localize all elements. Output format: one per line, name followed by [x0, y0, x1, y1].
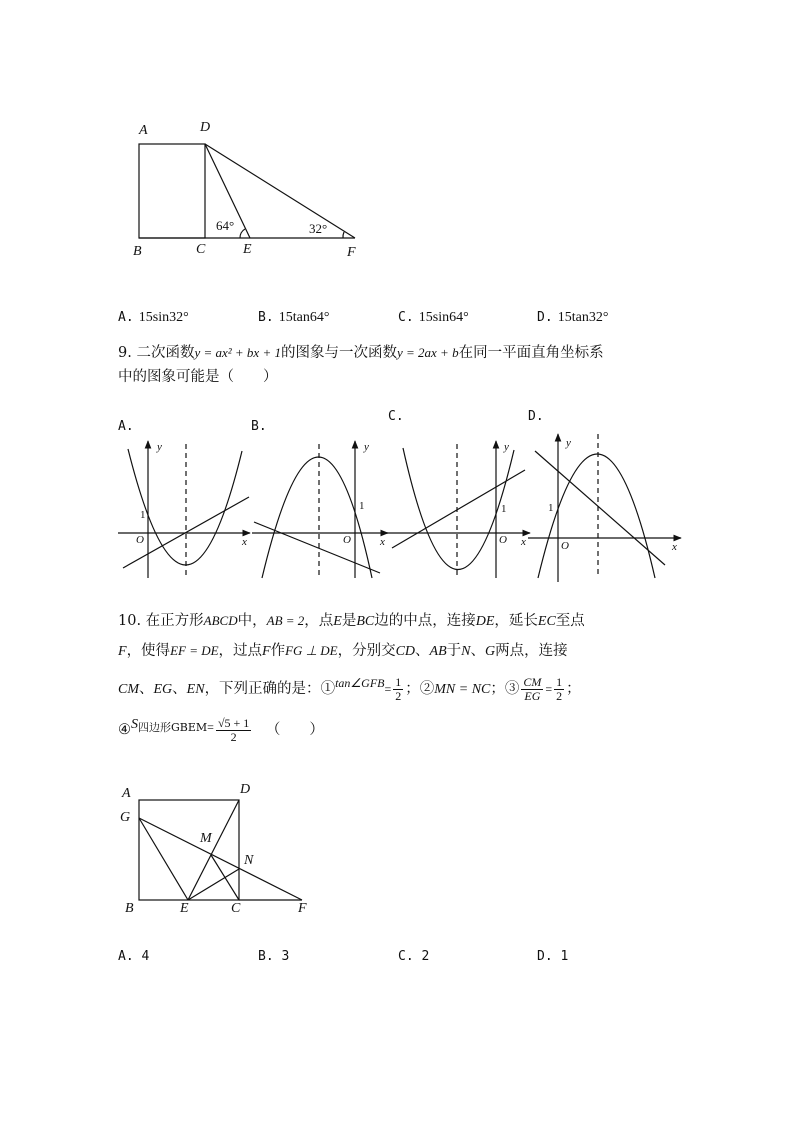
frac-den: 2 — [230, 729, 237, 744]
q9-line-2: 中的图象可能是（ ） — [118, 369, 278, 385]
formula-linear: y = 2ax + b — [396, 345, 459, 360]
graph-a-letter[interactable]: A. — [118, 419, 134, 434]
circled-2: ② — [419, 681, 435, 697]
math-sub-quad: 四边形GBEM — [138, 721, 208, 734]
point-d-label: D — [200, 120, 211, 135]
math-cd: CD — [395, 644, 416, 659]
point-f-label: F — [347, 245, 356, 260]
math-fg-perp-de: FG ⊥ DE — [285, 643, 338, 658]
graph-b-letter[interactable]: B. — [251, 419, 267, 434]
q10-text: ，延长 — [494, 613, 538, 629]
option-letter: A. — [118, 310, 134, 325]
point-n-label: N — [244, 853, 254, 868]
q10-text: 两点，连接 — [495, 643, 568, 659]
q10-text: ，下列正确的是： — [204, 681, 321, 697]
point-c-label: C — [196, 242, 206, 257]
q10-text: ，点 — [304, 613, 334, 629]
frac-den: 2 — [395, 688, 402, 703]
q10-text: 中， — [237, 613, 267, 629]
math-eq: = — [207, 720, 214, 734]
frac-num: 1 — [395, 674, 402, 689]
question-number: 9. — [118, 345, 132, 361]
q10-text: 至点 — [555, 613, 585, 629]
point-e-label: E — [243, 242, 252, 257]
q10-text: 、 — [139, 681, 154, 697]
graph-b-one-label: 1 — [359, 500, 365, 512]
q10-text: 、 — [172, 681, 187, 697]
math-bc: BC — [356, 614, 375, 629]
point-d-label: D — [240, 782, 251, 797]
point-m-label: M — [200, 831, 212, 846]
frac-den: 2 — [556, 688, 563, 703]
math-eq: = — [384, 682, 392, 696]
frac-num: 1 — [556, 674, 563, 689]
math-mn-eq-nc: MN = NC — [434, 682, 491, 697]
math-ab: AB — [429, 644, 447, 659]
point-b-label: B — [133, 244, 142, 259]
math-f: F — [118, 644, 127, 659]
math-ef-eq-de: EF = DE — [170, 643, 219, 658]
q10-option-b[interactable]: B. 3 — [258, 949, 290, 964]
point-a-label: A — [139, 123, 148, 138]
graph-b-x-label: x — [380, 536, 385, 548]
q10-text: 于 — [446, 643, 462, 659]
point-f-label: F — [298, 901, 307, 916]
frac-num: CM — [523, 674, 542, 689]
option-letter: D. — [537, 310, 553, 325]
graph-d-origin-label: O — [561, 540, 569, 552]
math-de: DE — [475, 614, 495, 629]
question-number: 10. — [118, 613, 142, 629]
point-a-label: A — [122, 786, 131, 801]
graph-a-one-label: 1 — [140, 509, 146, 521]
frac-num: √5 + 1 — [217, 715, 250, 730]
formula-quadratic: y = ax² + bx + 1 — [194, 345, 281, 360]
graph-a-x-label: x — [242, 536, 247, 548]
point-b-label: B — [125, 901, 134, 916]
math-s: S — [131, 717, 138, 732]
frac-den: EG — [524, 688, 541, 703]
math-tan-gfb: tan∠GFB — [335, 676, 385, 690]
square-abcd — [139, 800, 239, 900]
q10-text: ，过点 — [218, 643, 263, 659]
q10-text: ； — [490, 681, 505, 697]
q10-text: ，使得 — [126, 643, 171, 659]
circled-3: ③ — [504, 681, 520, 697]
q10-text: 、 — [470, 643, 485, 659]
math-e: E — [333, 614, 342, 629]
graph-a-y-label: y — [157, 441, 162, 453]
angle-32-label: 32° — [309, 221, 328, 236]
circled-4: ④ — [118, 722, 131, 738]
graph-d-one-label: 1 — [548, 502, 554, 514]
q10-option-a[interactable]: A. 4 — [118, 949, 150, 964]
option-letter: B. — [258, 310, 274, 325]
q10-text: 作 — [270, 643, 286, 659]
math-n: N — [461, 644, 471, 659]
graph-c-one-label: 1 — [501, 503, 507, 515]
option-text: 15tan64° — [278, 310, 330, 325]
graph-d-letter[interactable]: D. — [528, 409, 544, 424]
graph-c-y-label: y — [504, 441, 509, 453]
math-abcd: ABCD — [203, 613, 238, 628]
math-f: F — [262, 644, 271, 659]
math-en: EN — [186, 682, 205, 697]
point-e-label: E — [180, 901, 189, 916]
answer-paren: （ ） — [265, 722, 324, 738]
graph-b-y-label: y — [364, 441, 369, 453]
math-ec: EC — [537, 614, 556, 629]
q10-text: 、 — [415, 643, 430, 659]
math-eg: EG — [153, 682, 173, 697]
option-text: 15tan32° — [557, 310, 609, 325]
q9-text: 的图象与一次函数 — [280, 345, 397, 361]
q10-text: ，分别交 — [337, 643, 396, 659]
q10-text: 在正方形 — [145, 613, 204, 629]
q9-text: 在同一平面直角坐标系 — [458, 345, 604, 361]
graph-b-origin-label: O — [343, 534, 351, 546]
point-g-label: G — [120, 810, 131, 825]
option-text: 15sin32° — [138, 310, 189, 325]
graph-c-x-label: x — [521, 536, 526, 548]
graph-c-letter[interactable]: C. — [388, 409, 404, 424]
circled-1: ① — [320, 681, 336, 697]
point-c-label: C — [231, 901, 241, 916]
option-letter: C. — [398, 310, 414, 325]
q10-option-d[interactable]: D. 1 — [537, 949, 569, 964]
math-eq: = — [545, 682, 553, 696]
math-ab-eq-2: AB = 2 — [266, 613, 305, 628]
q10-option-c[interactable]: C. 2 — [398, 949, 430, 964]
graph-a-origin-label: O — [136, 534, 144, 546]
q10-text: ； — [566, 681, 581, 697]
q9-text: 二次函数 — [136, 345, 195, 361]
option-text: 15sin64° — [418, 310, 469, 325]
graph-c-origin-label: O — [499, 534, 507, 546]
math-cm: CM — [118, 682, 139, 697]
math-g: G — [485, 644, 496, 659]
q10-text: 边的中点，连接 — [374, 613, 476, 629]
angle-64-label: 64° — [216, 218, 235, 233]
q10-text: ； — [405, 681, 420, 697]
q10-text: 是 — [341, 613, 357, 629]
graph-d-x-label: x — [672, 541, 677, 553]
graph-d-y-label: y — [566, 437, 571, 449]
